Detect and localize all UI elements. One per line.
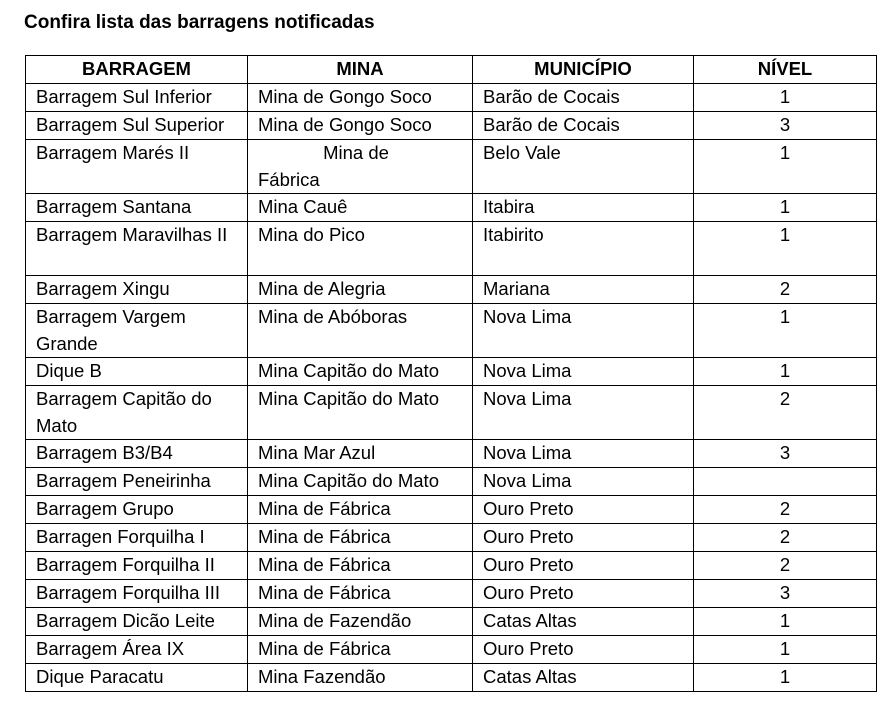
barragem-cell: Barragem Maravilhas II <box>26 222 248 276</box>
nivel-cell <box>694 468 877 496</box>
table-row <box>26 664 877 692</box>
mina-cell: Mina Capitão do Mato <box>248 386 473 440</box>
municipio-cell: Catas Altas <box>473 664 694 692</box>
nivel-cell: 3 <box>694 112 877 140</box>
barragem-cell: Barragem Vargem Grande <box>26 304 248 358</box>
mina-cell: Mina do Pico <box>248 222 473 276</box>
barragem-cell: Barragem Xingu <box>26 276 248 304</box>
municipio-cell: Nova Lima <box>473 468 694 496</box>
mina-cell: Mina Mar Azul <box>248 440 473 468</box>
page-title: Confira lista das barragens notificadas <box>24 12 375 33</box>
barragem-cell: Dique Paracatu <box>26 664 248 692</box>
nivel-cell: 1 <box>694 194 877 222</box>
nivel-cell: 1 <box>694 140 877 194</box>
mina-cell: Mina de Gongo Soco <box>248 84 473 112</box>
column-header-barragem: BARRAGEM <box>26 56 248 84</box>
nivel-cell: 2 <box>694 496 877 524</box>
mina-cell: Mina de Fazendão <box>248 608 473 636</box>
municipio-cell: Ouro Preto <box>473 580 694 608</box>
mina-cell-line: Fábrica <box>258 168 320 190</box>
nivel-cell: 3 <box>694 580 877 608</box>
barragem-cell: Barragem Capitão do Mato <box>26 386 248 440</box>
barragem-cell: Barragem Grupo <box>26 496 248 524</box>
table-row <box>26 496 877 524</box>
municipio-cell: Mariana <box>473 276 694 304</box>
nivel-cell: 1 <box>694 222 877 276</box>
barragem-cell: Barragem Área IX <box>26 636 248 664</box>
municipio-cell: Belo Vale <box>473 140 694 194</box>
mina-cell: Mina de Fábrica <box>248 524 473 552</box>
mina-cell: Mina de Fábrica <box>248 496 473 524</box>
barragem-cell: Barragem Sul Superior <box>26 112 248 140</box>
table-row <box>26 580 877 608</box>
barragem-cell: Barragem Forquilha III <box>26 580 248 608</box>
table-row <box>26 386 877 440</box>
nivel-cell: 2 <box>694 386 877 440</box>
table-row <box>26 358 877 386</box>
dams-table <box>25 55 877 692</box>
mina-cell: Mina Cauê <box>248 194 473 222</box>
barragem-cell: Barragem Peneirinha <box>26 468 248 496</box>
column-header-municipio: MUNICÍPIO <box>473 56 694 84</box>
nivel-cell: 1 <box>694 664 877 692</box>
mina-cell <box>248 140 473 194</box>
nivel-cell: 1 <box>694 358 877 386</box>
table-row <box>26 608 877 636</box>
column-header-mina: MINA <box>248 56 473 84</box>
barragem-cell: Dique B <box>26 358 248 386</box>
table-header-row <box>26 56 877 84</box>
mina-cell: Mina de Fábrica <box>248 552 473 580</box>
municipio-cell: Ouro Preto <box>473 636 694 664</box>
barragem-cell: Barragen Forquilha I <box>26 524 248 552</box>
barragem-cell: Barragem Sul Inferior <box>26 84 248 112</box>
table-row <box>26 440 877 468</box>
nivel-cell: 1 <box>694 636 877 664</box>
nivel-cell: 3 <box>694 440 877 468</box>
table-row <box>26 468 877 496</box>
municipio-cell: Barão de Cocais <box>473 84 694 112</box>
table-row <box>26 112 877 140</box>
mina-cell-line: Mina de <box>323 142 389 163</box>
nivel-cell: 2 <box>694 552 877 580</box>
mina-cell: Mina Capitão do Mato <box>248 358 473 386</box>
municipio-cell: Ouro Preto <box>473 552 694 580</box>
municipio-cell: Nova Lima <box>473 386 694 440</box>
table-row <box>26 304 877 358</box>
barragem-cell: Barragem B3/B4 <box>26 440 248 468</box>
barragem-cell: Barragem Marés II <box>26 140 248 194</box>
mina-cell: Mina de Alegria <box>248 276 473 304</box>
table-row <box>26 140 877 194</box>
table-row <box>26 524 877 552</box>
municipio-cell: Itabira <box>473 194 694 222</box>
barragem-cell: Barragem Dicão Leite <box>26 608 248 636</box>
table-row <box>26 84 877 112</box>
municipio-cell: Catas Altas <box>473 608 694 636</box>
barragem-cell: Barragem Santana <box>26 194 248 222</box>
municipio-cell: Ouro Preto <box>473 524 694 552</box>
column-header-nivel: NÍVEL <box>694 56 877 84</box>
table-row <box>26 552 877 580</box>
table-row <box>26 194 877 222</box>
nivel-cell: 1 <box>694 608 877 636</box>
table-row <box>26 222 877 276</box>
mina-cell: Mina de Fábrica <box>248 636 473 664</box>
mina-cell: Mina de Gongo Soco <box>248 112 473 140</box>
municipio-cell: Nova Lima <box>473 440 694 468</box>
nivel-cell: 2 <box>694 276 877 304</box>
municipio-cell: Nova Lima <box>473 358 694 386</box>
nivel-cell: 1 <box>694 84 877 112</box>
mina-cell: Mina Fazendão <box>248 664 473 692</box>
mina-cell: Mina Capitão do Mato <box>248 468 473 496</box>
mina-cell: Mina de Abóboras <box>248 304 473 358</box>
municipio-cell: Barão de Cocais <box>473 112 694 140</box>
municipio-cell: Ouro Preto <box>473 496 694 524</box>
municipio-cell: Nova Lima <box>473 304 694 358</box>
mina-cell: Mina de Fábrica <box>248 580 473 608</box>
municipio-cell: Itabirito <box>473 222 694 276</box>
barragem-cell: Barragem Forquilha II <box>26 552 248 580</box>
table-row <box>26 276 877 304</box>
table-row <box>26 636 877 664</box>
nivel-cell: 1 <box>694 304 877 358</box>
nivel-cell: 2 <box>694 524 877 552</box>
